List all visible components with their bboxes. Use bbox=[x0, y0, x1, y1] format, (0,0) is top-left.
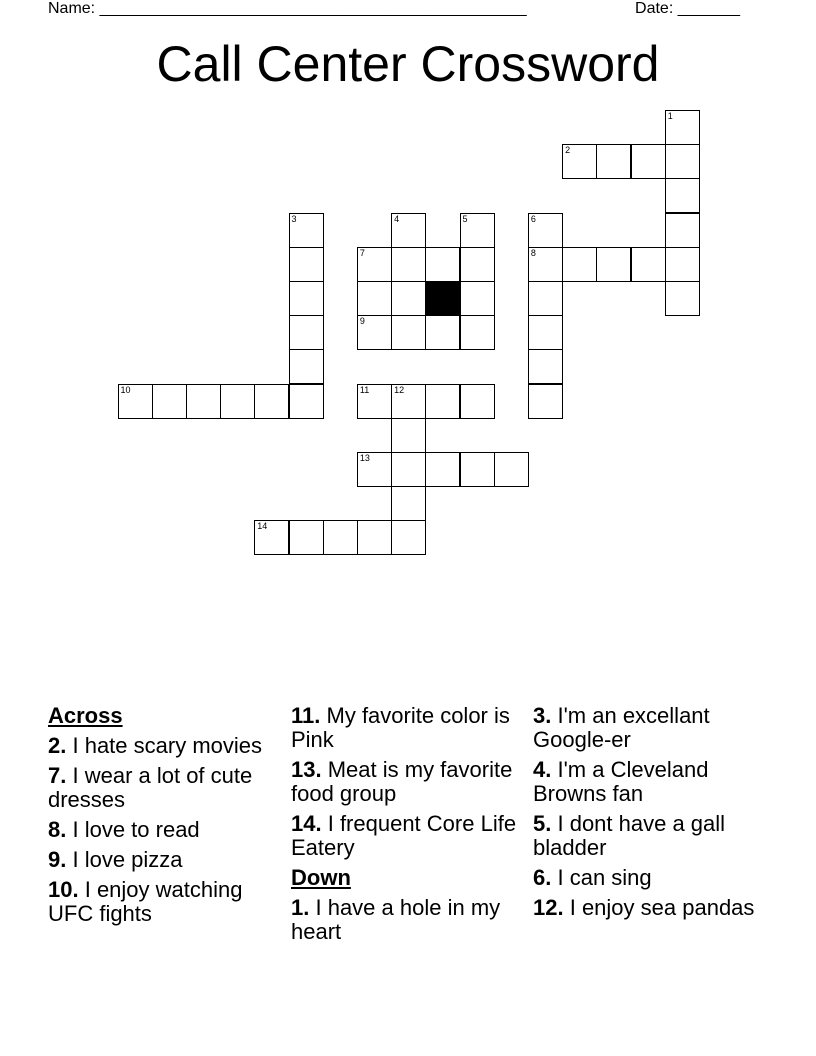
grid-cell[interactable] bbox=[631, 144, 666, 179]
grid-cell[interactable] bbox=[425, 452, 460, 487]
clue-item bbox=[533, 866, 765, 890]
clue-num: 10. bbox=[48, 877, 79, 902]
clue-column-1 bbox=[48, 704, 280, 932]
clue-text: My favorite color is Pink bbox=[291, 703, 510, 752]
grid-cell[interactable] bbox=[391, 213, 426, 248]
grid-cell[interactable] bbox=[289, 349, 324, 384]
grid-cell[interactable] bbox=[425, 315, 460, 350]
clue-text: I love pizza bbox=[72, 847, 183, 872]
clue-number: 8 bbox=[530, 247, 536, 258]
grid-cell[interactable] bbox=[562, 247, 597, 282]
grid-cell[interactable] bbox=[391, 486, 426, 521]
grid-cell[interactable] bbox=[528, 247, 563, 282]
grid-cell[interactable] bbox=[357, 520, 392, 555]
grid-cell[interactable] bbox=[425, 384, 460, 419]
date-field[interactable]: Date: _______ bbox=[635, 0, 740, 17]
clue-text: I love to read bbox=[72, 817, 200, 842]
black-square bbox=[425, 281, 460, 316]
clue-number: 12 bbox=[394, 384, 405, 395]
clue-column-3 bbox=[533, 704, 765, 926]
grid-cell[interactable] bbox=[460, 247, 495, 282]
grid-cell[interactable] bbox=[460, 452, 495, 487]
grid-cell[interactable] bbox=[596, 247, 631, 282]
clue-num: 3. bbox=[533, 703, 552, 728]
clue-number: 5 bbox=[462, 213, 468, 224]
clue-item bbox=[48, 818, 280, 842]
clue-text: I frequent Core Life Eatery bbox=[291, 811, 517, 860]
grid-cell[interactable] bbox=[254, 384, 289, 419]
clue-number: 1 bbox=[667, 111, 673, 121]
clue-number: 10 bbox=[120, 384, 131, 395]
clue-text: Meat is my favorite food group bbox=[291, 757, 513, 806]
grid-cell[interactable] bbox=[391, 315, 426, 350]
grid-cell[interactable] bbox=[460, 281, 495, 316]
grid-cell[interactable] bbox=[391, 247, 426, 282]
grid-cell[interactable] bbox=[631, 247, 666, 282]
grid-cell[interactable] bbox=[528, 349, 563, 384]
clue-number: 7 bbox=[359, 247, 365, 258]
clue-item bbox=[291, 704, 523, 752]
clue-number: 3 bbox=[291, 213, 297, 224]
grid-cell[interactable] bbox=[665, 110, 700, 145]
grid-cell[interactable] bbox=[391, 418, 426, 453]
clue-text: I'm an excellant Google-er bbox=[533, 703, 710, 752]
grid-cell[interactable] bbox=[289, 247, 324, 282]
grid-cell[interactable] bbox=[391, 281, 426, 316]
clue-item bbox=[533, 896, 765, 920]
clue-item bbox=[48, 764, 280, 812]
grid-cell[interactable] bbox=[289, 384, 324, 419]
clue-num: 2. bbox=[48, 733, 67, 758]
clue-item bbox=[533, 812, 765, 860]
grid-cell[interactable] bbox=[665, 213, 700, 248]
down-heading: Down bbox=[291, 865, 351, 890]
grid-cell[interactable] bbox=[425, 247, 460, 282]
grid-cell[interactable] bbox=[220, 384, 255, 419]
grid-cell[interactable] bbox=[596, 144, 631, 179]
grid-cell[interactable] bbox=[391, 452, 426, 487]
grid-cell[interactable] bbox=[357, 247, 392, 282]
clue-number: 9 bbox=[359, 316, 365, 327]
clue-number: 6 bbox=[530, 213, 536, 224]
clue-number: 13 bbox=[359, 453, 370, 463]
clue-item bbox=[533, 758, 765, 806]
clue-number: 4 bbox=[394, 213, 400, 224]
clue-number: 11 bbox=[359, 384, 370, 395]
grid-cell[interactable] bbox=[562, 144, 597, 179]
grid-cell[interactable] bbox=[152, 384, 187, 419]
grid-cell[interactable] bbox=[494, 452, 529, 487]
grid-cell[interactable] bbox=[391, 384, 426, 419]
clue-num: 7. bbox=[48, 763, 67, 788]
clue-text: I'm a Cleveland Browns fan bbox=[533, 757, 709, 806]
clue-num: 11. bbox=[291, 703, 321, 728]
grid-cell[interactable] bbox=[665, 281, 700, 316]
clue-column-2 bbox=[291, 704, 523, 950]
clue-num: 9. bbox=[48, 847, 67, 872]
grid-cell[interactable] bbox=[460, 384, 495, 419]
grid-cell[interactable] bbox=[289, 213, 324, 248]
grid-cell[interactable] bbox=[289, 315, 324, 350]
clue-item bbox=[291, 812, 523, 860]
clue-num: 12. bbox=[533, 895, 564, 920]
grid-cell[interactable] bbox=[357, 384, 392, 419]
grid-cell[interactable] bbox=[289, 281, 324, 316]
grid-cell[interactable] bbox=[528, 213, 563, 248]
grid-cell[interactable] bbox=[665, 247, 700, 282]
clue-text: I have a hole in my heart bbox=[291, 895, 501, 944]
clue-item bbox=[48, 734, 280, 758]
clue-num: 13. bbox=[291, 757, 322, 782]
clue-item bbox=[291, 758, 523, 806]
grid-cell[interactable] bbox=[357, 452, 392, 487]
across-heading: Across bbox=[48, 703, 123, 728]
grid-cell[interactable] bbox=[186, 384, 221, 419]
name-field[interactable]: Name: ________________________________________________ bbox=[48, 0, 527, 17]
clue-text: I enjoy watching UFC fights bbox=[48, 877, 243, 926]
clue-item bbox=[291, 896, 523, 944]
clue-number: 2 bbox=[565, 145, 571, 156]
clue-text: I hate scary movies bbox=[72, 733, 262, 758]
grid-cell[interactable] bbox=[118, 384, 153, 419]
clue-num: 8. bbox=[48, 817, 67, 842]
grid-cell[interactable] bbox=[528, 315, 563, 350]
grid-cell[interactable] bbox=[460, 315, 495, 350]
grid-cell[interactable] bbox=[323, 520, 358, 555]
grid-cell[interactable] bbox=[528, 384, 563, 419]
clue-num: 1. bbox=[291, 895, 310, 920]
clue-num: 6. bbox=[533, 865, 552, 890]
clue-num: 14. bbox=[291, 811, 322, 836]
clue-text: I wear a lot of cute dresses bbox=[48, 763, 253, 812]
grid-cell[interactable] bbox=[391, 520, 426, 555]
clue-num: 5. bbox=[533, 811, 552, 836]
clue-text: I dont have a gall bladder bbox=[533, 811, 726, 860]
grid-cell[interactable] bbox=[357, 315, 392, 350]
clue-text: I can sing bbox=[557, 865, 652, 890]
grid-cell[interactable] bbox=[460, 213, 495, 248]
clue-number: 14 bbox=[257, 521, 268, 532]
grid-cell[interactable] bbox=[357, 281, 392, 316]
clue-item bbox=[48, 848, 280, 872]
page-title: Call Center Crossword bbox=[156, 36, 660, 92]
clue-text: I enjoy sea pandas bbox=[569, 895, 755, 920]
clue-item bbox=[533, 704, 765, 752]
grid-cell[interactable] bbox=[289, 520, 324, 555]
grid-cell[interactable] bbox=[528, 281, 563, 316]
grid-cell[interactable] bbox=[665, 144, 700, 179]
clue-num: 4. bbox=[533, 757, 552, 782]
clue-item bbox=[48, 878, 280, 926]
grid-cell[interactable] bbox=[254, 520, 289, 555]
grid-cell[interactable] bbox=[665, 178, 700, 213]
